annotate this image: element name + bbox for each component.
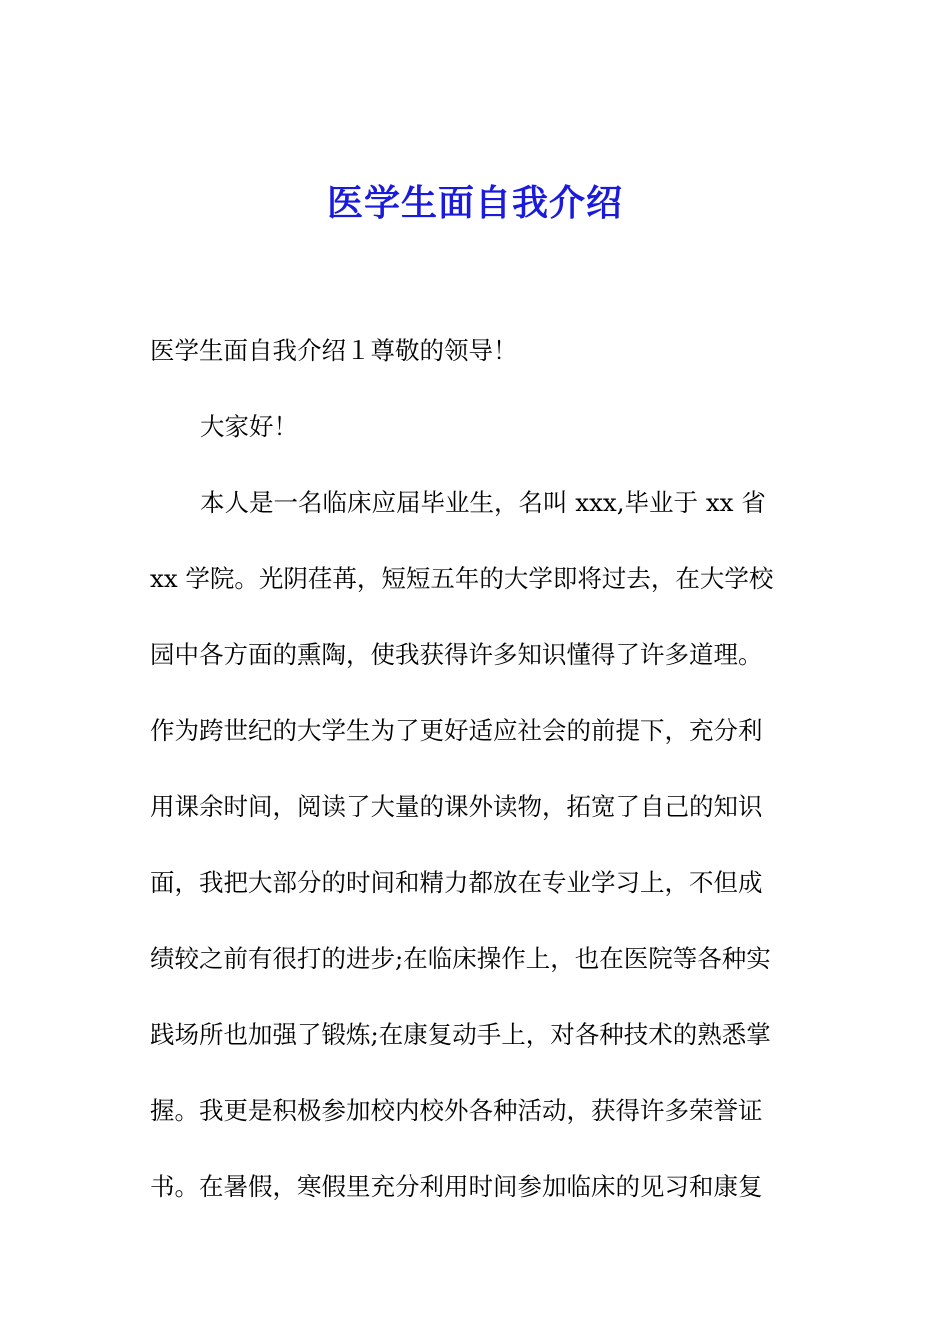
document-body [150, 313, 810, 1225]
salutation-line: 医学生面自我介绍１尊敬的领导！ [150, 336, 518, 365]
paragraph-line: 践场所也加强了锻炼;在康复动手上，对各种技术的熟悉掌 [150, 1020, 771, 1049]
paragraph-line: 握。我更是积极参加校内校外各种活动，获得许多荣誉证 [150, 1096, 763, 1125]
paragraph-line: 面，我把大部分的时间和精力都放在专业学习上，不但成 [150, 868, 763, 897]
paragraph-line: 绩较之前有很打的进步;在临床操作上，也在医院等各种实 [150, 944, 771, 973]
greeting-line: 大家好！ [200, 412, 298, 441]
paragraph-line: 本人是一名临床应届毕业生，名叫 xxx,毕业于 xx 省 [200, 488, 766, 517]
paragraph-line: 用课余时间，阅读了大量的课外读物，拓宽了自己的知识 [150, 792, 763, 821]
document-title: 医学生面自我介绍 [326, 182, 623, 224]
paragraph-line: xx 学院。光阴荏苒，短短五年的大学即将过去，在大学校 [150, 564, 774, 593]
paragraph-line: 书。在暑假，寒假里充分利用时间参加临床的见习和康复 [150, 1172, 763, 1201]
paragraph-line: 园中各方面的熏陶，使我获得许多知识懂得了许多道理。 [150, 640, 763, 669]
paragraph-line: 作为跨世纪的大学生为了更好适应社会的前提下，充分利 [150, 716, 763, 745]
